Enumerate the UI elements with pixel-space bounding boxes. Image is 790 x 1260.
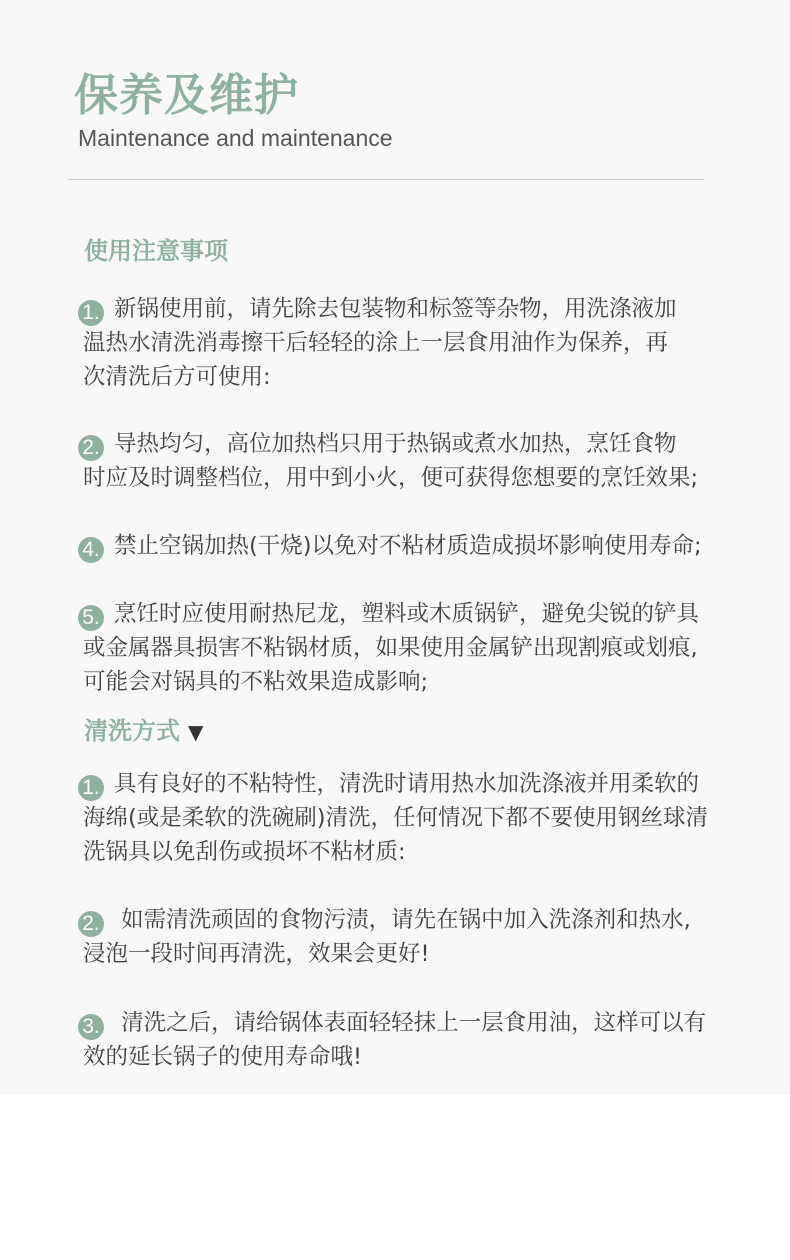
number-badge: 4. (78, 537, 104, 563)
cleaning-item-1 (78, 767, 778, 869)
usage-item-1-line-3: 次清洗后方可使用: (83, 364, 271, 390)
number-badge: 3. (78, 1014, 104, 1040)
number-badge: 1. (78, 775, 104, 801)
usage-item-5 (78, 597, 778, 699)
usage-item-2 (78, 427, 778, 495)
cleaning-item-1-line-2: 海绵(或是柔软的洗碗刷)清洗，任何情况下都不要使用钢丝球清 (83, 805, 709, 831)
page-title: 保养及维护 (74, 70, 299, 121)
usage-heading (84, 236, 228, 266)
usage-item-5-line-3: 可能会对锅具的不粘效果造成影响; (83, 669, 429, 695)
number-badge: 2. (78, 911, 104, 937)
cleaning-item-1-line-3: 洗锅具以免刮伤或损坏不粘材质: (83, 839, 406, 865)
usage-item-5-line-2: 或金属器具损害不粘锅材质，如果使用金属铲出现割痕或划痕, (83, 635, 698, 661)
cleaning-heading (84, 716, 203, 747)
usage-item-4-line-1: 禁止空锅加热(干烧)以免对不粘材质造成损坏影响使用寿命; (114, 533, 702, 559)
cleaning-item-2-line-2: 浸泡一段时间再清洗，效果会更好! (83, 941, 430, 967)
number-badge: 2. (78, 435, 104, 461)
cleaning-item-3 (78, 1006, 778, 1074)
divider (68, 179, 704, 180)
number-badge: 5. (78, 605, 104, 631)
cleaning-item-2 (78, 903, 778, 971)
page-subtitle: Maintenance and maintenance (78, 125, 393, 151)
cleaning-item-3-line-1: 清洗之后，请给锅体表面轻轻抹上一层食用油，这样可以有 (114, 1010, 707, 1036)
usage-item-2-line-1: 导热均匀，高位加热档只用于热锅或煮水加热，烹饪食物 (114, 431, 677, 457)
usage-item-4 (78, 529, 778, 563)
cleaning-heading-text: 清洗方式 (84, 717, 180, 745)
usage-item-2-line-2: 时应及时调整档位，用中到小火，便可获得您想要的烹饪效果; (83, 465, 699, 491)
usage-item-5-line-1: 烹饪时应使用耐热尼龙，塑料或木质锅铲，避免尖锐的铲具 (114, 601, 700, 627)
usage-item-1-line-1: 新锅使用前，请先除去包装物和标签等杂物，用洗涤液加 (114, 296, 677, 322)
cleaning-item-3-line-2: 效的延长锅子的使用寿命哦! (83, 1044, 363, 1070)
cleaning-item-2-line-1: 如需清洗顽固的食物污渍，请先在锅中加入洗涤剂和热水, (114, 907, 691, 933)
number-badge: 1. (78, 300, 104, 326)
triangle-down-icon: ▼ (188, 720, 204, 744)
usage-item-1 (78, 292, 778, 394)
usage-item-1-line-2: 温热水清洗消毒擦干后轻轻的涂上一层食用油作为保养，再 (83, 330, 669, 356)
usage-heading-text: 使用注意事项 (84, 237, 228, 265)
cleaning-item-1-line-1: 具有良好的不粘特性，清洗时请用热水加洗涤液并用柔软的 (114, 771, 700, 797)
